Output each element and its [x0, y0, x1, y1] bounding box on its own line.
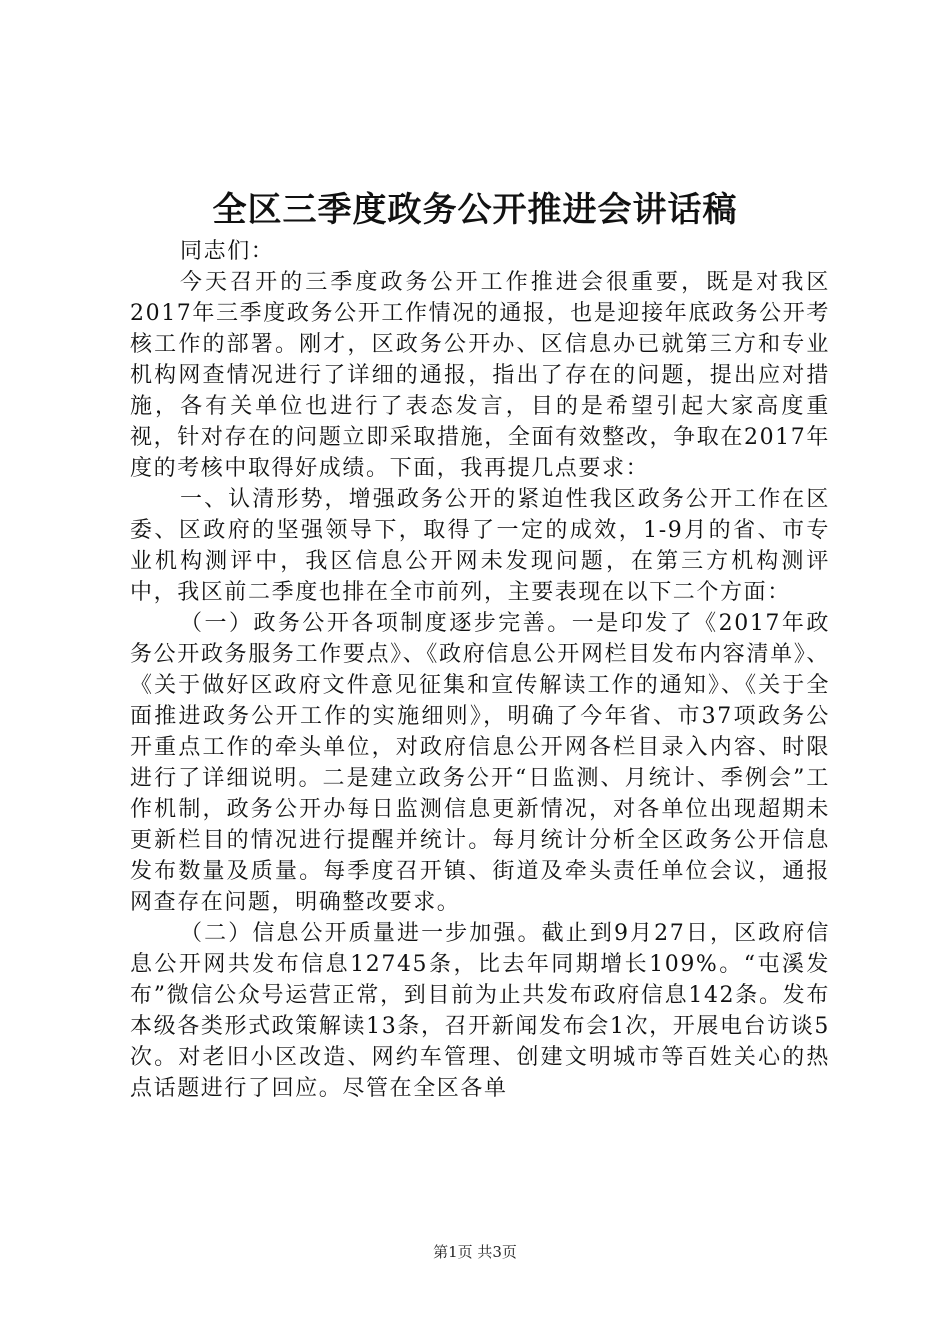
body-paragraph: 一、认清形势，增强政务公开的紧迫性我区政务公开工作在区委、区政府的坚强领导下，取得了一定的成效，1-9月的省、市专业机构测评中，我区信息公开网未发现问题，在第三方机构测评中，我区前二季度也排在全市前列，主要表现在以下二个方面： — [130, 487, 830, 605]
salutation-paragraph: 同志们： — [180, 239, 275, 264]
document-title: 全区三季度政务公开推进会讲话稿 — [212, 190, 738, 230]
body-paragraph: 今天召开的三季度政务公开工作推进会很重要，既是对我区2017年三季度政务公开工作情况的通报，也是迎接年底政务公开考核工作的部署。刚才，区政务公开办、区信息办已就第三方和专业机构网查情况进行了详细的通报，指出了存在的问题，提出应对措施，各有关单位也进行了表态发言，目的是希望引起大家高度重视，针对存在的问题立即采取措施，全面有效整改，争取在2017年度的考核中取得好成绩。下面，我再提几点要求： — [130, 270, 830, 481]
page-number-footer: 第1页 共3页 — [433, 1243, 517, 1261]
document-body — [130, 236, 830, 1104]
body-paragraph: （二）信息公开质量进一步加强。截止到9月27日，区政府信息公开网共发布信息12745条，比去年同期增长109%。“屯溪发布”微信公众号运营正常，到目前为止共发布政府信息142条。发布本级各类形式政策解读13条，召开新闻发布会1次，开展电台访谈5次。对老旧小区改造、网约车管理、创建文明城市等百姓关心的热点话题进行了回应。尽管在全区各单 — [130, 921, 830, 1101]
body-paragraph: （一）政务公开各项制度逐步完善。一是印发了《2017年政务公开政务服务工作要点》、《政府信息公开网栏目发布内容清单》、《关于做好区政府文件意见征集和宣传解读工作的通知》、《关于全面推进政务公开工作的实施细则》，明确了今年省、市37项政务公开重点工作的牵头单位，对政府信息公开网各栏目录入内容、时限进行了详细说明。二是建立政务公开“日监测、月统计、季例会”工作机制，政务公开办每日监测信息更新情况，对各单位出现超期未更新栏目的情况进行提醒并统计。每月统计分析全区政务公开信息发布数量及质量。每季度召开镇、街道及牵头责任单位会议，通报网查存在问题，明确整改要求。 — [130, 611, 830, 915]
